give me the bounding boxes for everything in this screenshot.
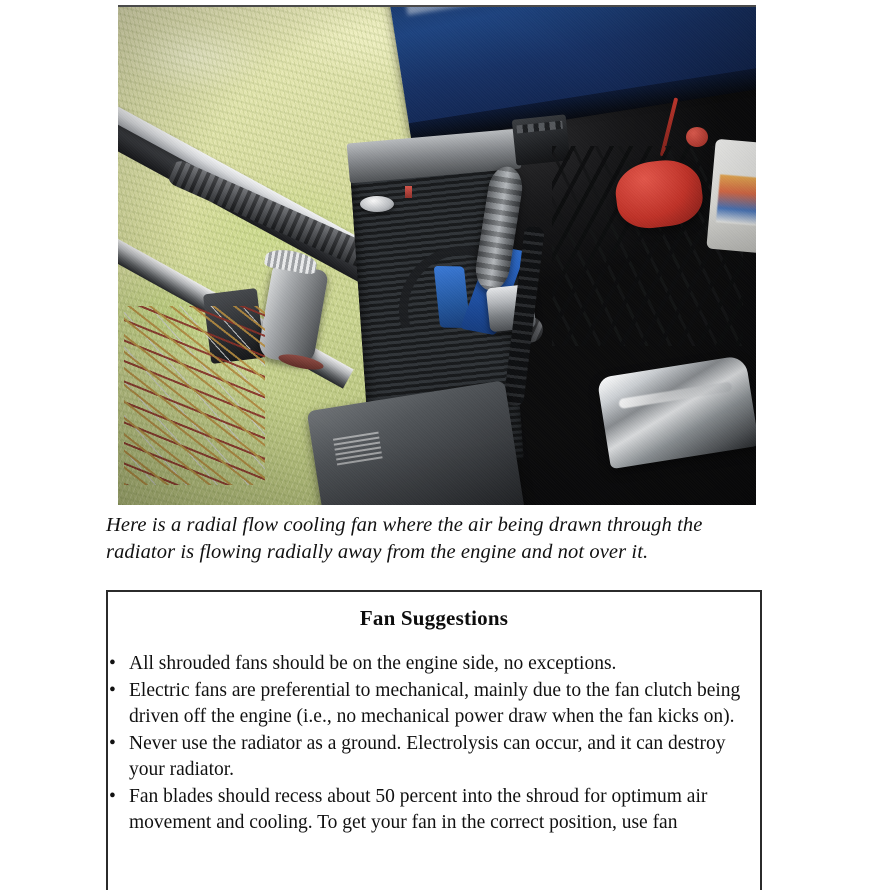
oil-bottle-label	[716, 175, 756, 226]
fan-suggestions-list	[108, 651, 760, 837]
list-item-text: Fan blades should recess about 50 percent into the shroud for optimum air movement and cooling. To get your fan in the correct position, use fan	[129, 785, 708, 833]
list-item-text: All shrouded fans should be on the engine side, no exceptions.	[129, 653, 617, 674]
list-item	[108, 784, 760, 837]
red-terminal-knob	[686, 127, 708, 147]
list-item	[108, 651, 760, 678]
bullet-icon: •	[109, 653, 116, 674]
list-item-text: Never use the radiator as a ground. Electrolysis can occur, and it can destroy your radiator.	[129, 732, 726, 780]
list-item	[108, 678, 760, 731]
photo-canvas	[118, 7, 756, 505]
radiator-cap-tab	[405, 186, 412, 198]
list-item-text: Electric fans are preferential to mechanical, mainly due to the fan clutch being driven off the engine (i.e., no mechanical power draw when the fan kicks on).	[129, 679, 741, 727]
bullet-icon: •	[109, 732, 116, 754]
fan-suggestions-title: Fan Suggestions	[359, 606, 509, 630]
bullet-icon: •	[109, 679, 116, 701]
figure-caption: Here is a radial flow cooling fan where the air being drawn through the radiator is flowing radially away from the engine and not over it.	[106, 514, 703, 563]
engine-bay-photograph	[118, 5, 756, 505]
list-item	[108, 731, 760, 784]
bullet-icon: •	[109, 785, 116, 807]
wiring-harness	[124, 306, 264, 485]
fan-suggestions-box	[106, 590, 762, 890]
